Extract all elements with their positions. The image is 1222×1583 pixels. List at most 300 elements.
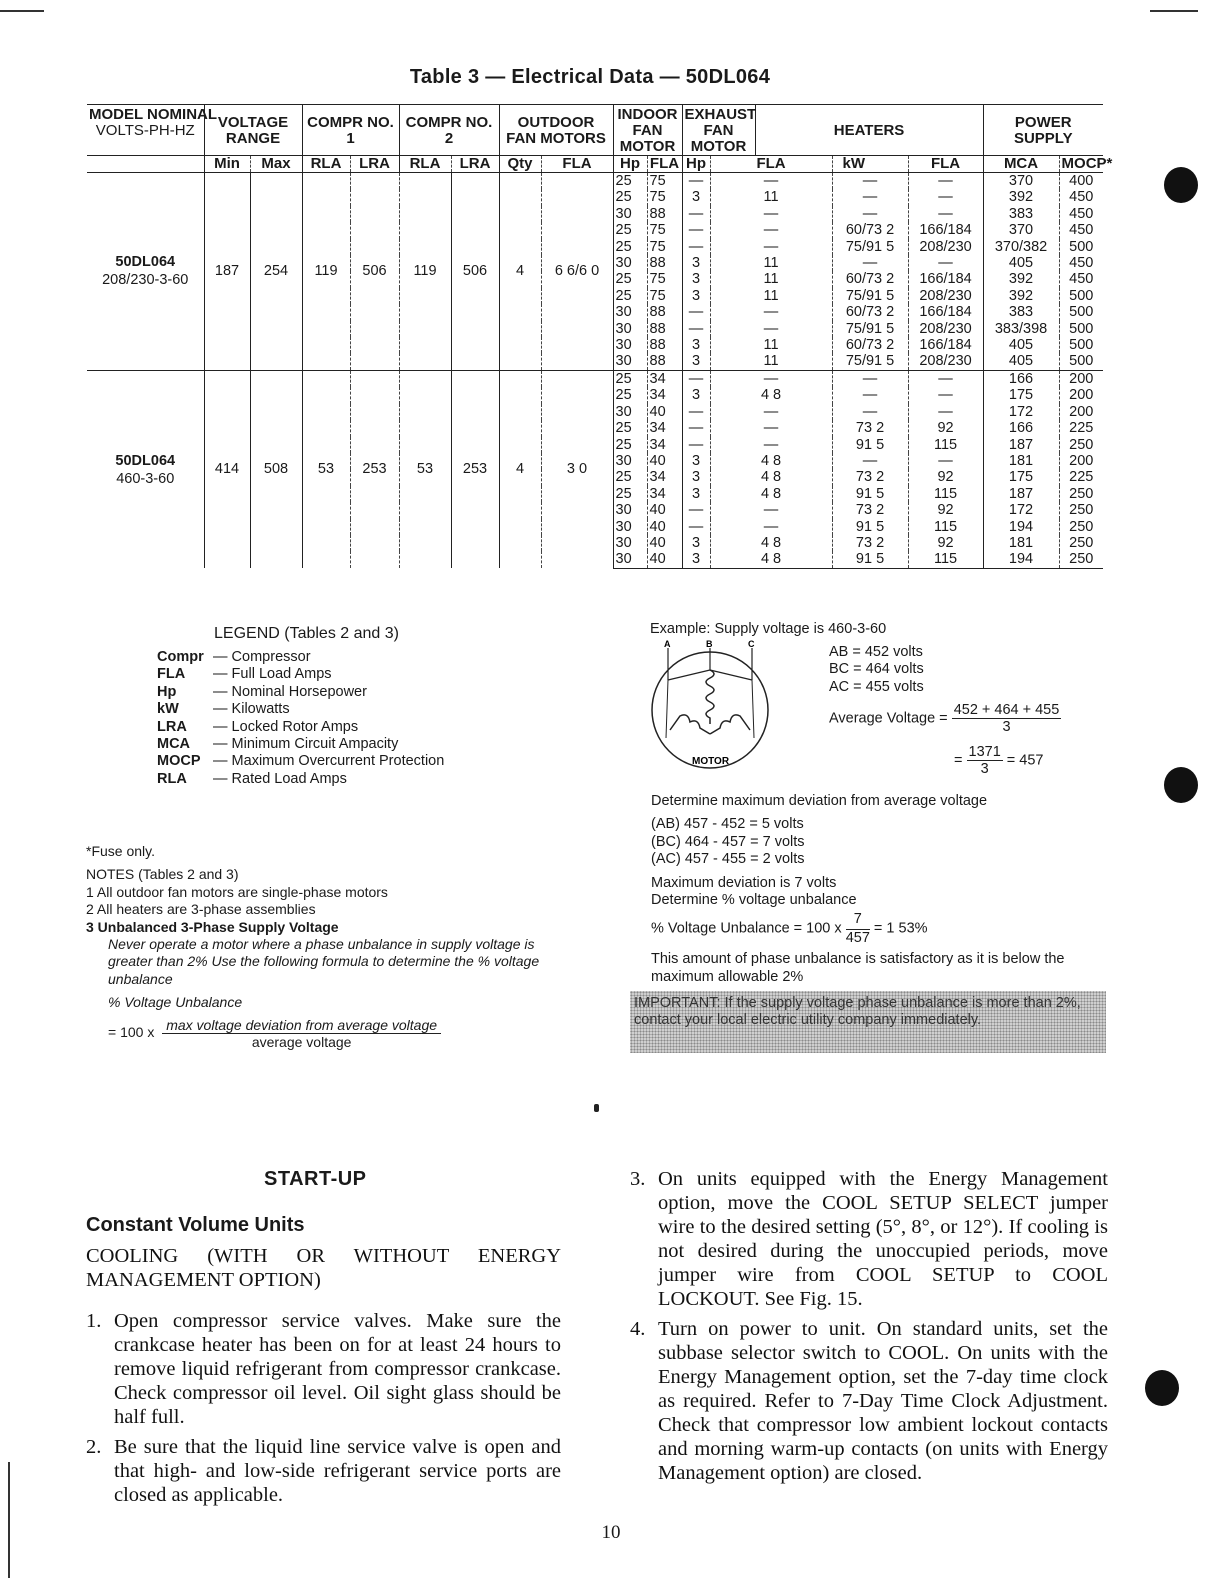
cell-indoor-hp: 25 <box>613 271 647 287</box>
header-voltage-range: VOLTAGE RANGE <box>204 105 302 156</box>
header-indoor: INDOOR FAN MOTOR <box>613 105 682 156</box>
cell-heater-kw: — <box>832 173 908 190</box>
cell-mocp: 225 <box>1059 420 1103 436</box>
legend-item: LRA — Locked Rotor Amps <box>157 718 359 735</box>
cell-heater-kw: 60/73 2 <box>832 222 908 238</box>
cell-heater-kw: — <box>832 453 908 469</box>
cell-mca: 181 <box>983 535 1059 551</box>
cell-indoor-hp: 25 <box>613 288 647 304</box>
cell-exhaust-hp: — <box>682 420 710 436</box>
cell-indoor-hp: 25 <box>613 239 647 255</box>
cell-exhaust-hp: — <box>682 173 710 190</box>
cell-mocp: 500 <box>1059 321 1103 337</box>
cell-c2lra: 506 <box>451 173 499 371</box>
cell-exhaust-fla: 11 <box>710 288 832 304</box>
step-item: 3. On units equipped with the Energy Management option, move the COOL SETUP SELECT jumper wire to the desired setting (5°, 8°, or 12°). If cooling is not desired during the unoccupied periods, move jumper wire from COOL SETUP to COOL LOCKOUT. See Fig. 15. <box>630 1168 1108 1310</box>
cell-exhaust-hp: 3 <box>682 353 710 370</box>
cell-indoor-fla: 88 <box>647 304 682 320</box>
unbalance-calc: % Voltage Unbalance = 100 x $\frac{7}{457}$ = 1 53% <box>651 911 928 946</box>
dev-ac: (AC) 457 - 455 = 2 volts <box>651 851 805 868</box>
cell-heater-kw: 60/73 2 <box>832 271 908 287</box>
cell-heater-fla: 92 <box>908 420 983 436</box>
cell-heater-kw: 91 5 <box>832 551 908 568</box>
cell-exhaust-hp: 3 <box>682 288 710 304</box>
cell-mocp: 225 <box>1059 469 1103 485</box>
table-row <box>87 370 1103 387</box>
avg-numerator: 452 + 464 + 455 <box>953 702 1060 718</box>
cell-heater-fla: 166/184 <box>908 337 983 353</box>
cell-heater-fla: 208/230 <box>908 353 983 370</box>
cell-model: 50DL064 460-3-60 <box>87 370 204 568</box>
cell-heater-kw: — <box>832 206 908 222</box>
cell-ofla: 3 0 <box>541 370 613 568</box>
example-title: Example: Supply voltage is 460-3-60 <box>650 621 887 637</box>
cell-exhaust-fla: — <box>710 519 832 535</box>
cell-mca: 370 <box>983 173 1059 190</box>
cell-exhaust-fla: 4 8 <box>710 469 832 485</box>
legend-item: Compr — Compressor <box>157 649 311 665</box>
avg2-denominator: 3 <box>980 761 989 777</box>
cell-indoor-fla: 40 <box>647 404 682 420</box>
cell-heater-fla: — <box>908 189 983 205</box>
cell-qty: 4 <box>499 173 541 371</box>
cell-exhaust-fla: 4 8 <box>710 453 832 469</box>
cell-max: 508 <box>250 370 302 568</box>
cell-indoor-fla: 75 <box>647 222 682 238</box>
voltage-ac: AC = 455 volts <box>829 678 924 695</box>
cell-heater-kw: 91 5 <box>832 437 908 453</box>
cell-indoor-hp: 25 <box>613 222 647 238</box>
determine-unbalance: Determine % voltage unbalance <box>651 892 857 909</box>
cell-indoor-fla: 88 <box>647 255 682 271</box>
header-compr1: COMPR NO. 1 <box>302 105 399 156</box>
cell-exhaust-hp: — <box>682 222 710 238</box>
cooling-heading: COOLING (WITH OR WITHOUT ENERGY MANAGEMENT OPTION) <box>86 1245 561 1291</box>
unb-denominator: 457 <box>845 929 870 946</box>
cell-indoor-hp: 25 <box>613 387 647 403</box>
cell-exhaust-fla: — <box>710 239 832 255</box>
cell-heater-kw: — <box>832 404 908 420</box>
cell-indoor-fla: 75 <box>647 288 682 304</box>
note-2: 2 All heaters are 3-phase assemblies <box>86 901 316 918</box>
cell-exhaust-hp: 3 <box>682 337 710 353</box>
constant-volume-heading: Constant Volume Units <box>86 1214 305 1236</box>
cell-exhaust-hp: — <box>682 437 710 453</box>
cell-heater-kw: 91 5 <box>832 486 908 502</box>
cell-exhaust-hp: — <box>682 239 710 255</box>
sub-header: RLA <box>399 156 451 173</box>
cell-exhaust-fla: — <box>710 222 832 238</box>
cell-mca: 392 <box>983 271 1059 287</box>
cell-c2rla: 119 <box>399 173 451 371</box>
cell-indoor-fla: 88 <box>647 206 682 222</box>
cell-mocp: 500 <box>1059 337 1103 353</box>
step-item: 2. Be sure that the liquid line service valve is open and that high- and low-side refrigerant service ports are closed as applicable. <box>86 1436 561 1506</box>
cell-heater-fla: 166/184 <box>908 304 983 320</box>
cell-heater-kw: — <box>832 387 908 403</box>
cell-exhaust-hp: 3 <box>682 551 710 568</box>
cell-exhaust-hp: 3 <box>682 453 710 469</box>
cell-indoor-hp: 30 <box>613 519 647 535</box>
cell-mca: 370/382 <box>983 239 1059 255</box>
cell-exhaust-hp: 3 <box>682 486 710 502</box>
cell-mca: 166 <box>983 370 1059 387</box>
cell-mocp: 450 <box>1059 255 1103 271</box>
cell-exhaust-fla: 4 8 <box>710 387 832 403</box>
formula-prefix: = 100 x <box>108 1024 155 1041</box>
cell-exhaust-hp: 3 <box>682 535 710 551</box>
cell-heater-fla: — <box>908 173 983 190</box>
average-voltage <box>829 702 1061 735</box>
cell-min: 414 <box>204 370 250 568</box>
cell-exhaust-fla: — <box>710 502 832 518</box>
cell-mocp: 200 <box>1059 370 1103 387</box>
cell-exhaust-fla: 11 <box>710 271 832 287</box>
step-item: 1. Open compressor service valves. Make sure the crankcase heater has been on for at least 24 hours to remove liquid refrigerant from compressor crankcase. Check compressor oil level. Oil sight glass should be half full. <box>86 1310 561 1428</box>
cell-c2rla: 53 <box>399 370 451 568</box>
cell-model: 50DL064 208/230-3-60 <box>87 173 204 371</box>
cell-indoor-hp: 30 <box>613 337 647 353</box>
dev-ab: (AB) 457 - 452 = 5 volts <box>651 816 804 833</box>
cell-indoor-fla: 88 <box>647 337 682 353</box>
cell-max: 254 <box>250 173 302 371</box>
cell-mocp: 250 <box>1059 519 1103 535</box>
cell-mca: 194 <box>983 551 1059 568</box>
cell-c2lra: 253 <box>451 370 499 568</box>
sub-header: Max <box>250 156 302 173</box>
cell-heater-kw: 60/73 2 <box>832 337 908 353</box>
cell-mca: 405 <box>983 255 1059 271</box>
cell-mocp: 500 <box>1059 304 1103 320</box>
terminal-label-c: C <box>748 640 755 649</box>
header-exhaust: EXHAUST FAN MOTOR <box>682 105 755 156</box>
formula-label: % Voltage Unbalance <box>108 994 243 1011</box>
cell-heater-fla: 115 <box>908 437 983 453</box>
notes-heading: NOTES (Tables 2 and 3) <box>86 866 239 883</box>
dev-bc: (BC) 464 - 457 = 7 volts <box>651 833 805 850</box>
cell-exhaust-hp: 3 <box>682 255 710 271</box>
cell-indoor-fla: 34 <box>647 420 682 436</box>
cell-heater-fla: 115 <box>908 551 983 568</box>
step-item: 4. Turn on power to unit. On standard units, set the subbase selector switch to COOL. On units with the Energy Management option, set the 7-day time clock as required. Refer to 7-Day Time Clock Adjustment. Check that compressor low ambient lockout contacts and morning warm-up contacts (on units with Energy Management option) are closed. <box>630 1318 1108 1484</box>
cell-indoor-hp: 30 <box>613 206 647 222</box>
cell-mca: 383 <box>983 304 1059 320</box>
sub-header: Hp <box>613 156 647 173</box>
motor-diagram <box>648 640 778 770</box>
cell-heater-fla: 166/184 <box>908 222 983 238</box>
cell-indoor-fla: 75 <box>647 189 682 205</box>
scan-mark <box>594 1104 599 1112</box>
cell-exhaust-fla: — <box>710 370 832 387</box>
sub-header: MOCP* <box>1059 156 1103 173</box>
cell-mca: 392 <box>983 288 1059 304</box>
cell-mca: 392 <box>983 189 1059 205</box>
cell-heater-kw: 75/91 5 <box>832 239 908 255</box>
cell-exhaust-hp: 3 <box>682 189 710 205</box>
legend-item: Hp — Nominal Horsepower <box>157 683 367 700</box>
cell-mca: 194 <box>983 519 1059 535</box>
cell-indoor-fla: 34 <box>647 469 682 485</box>
cell-heater-fla: 166/184 <box>908 271 983 287</box>
cell-exhaust-hp: — <box>682 502 710 518</box>
conclusion: This amount of phase unbalance is satisfactory as it is below the maximum allowable 2% <box>651 951 1065 985</box>
cell-mca: 187 <box>983 486 1059 502</box>
steps-right <box>630 1167 1108 1491</box>
dev-heading: Determine maximum deviation from average voltage <box>651 793 988 809</box>
cell-c1lra: 506 <box>350 173 399 371</box>
sub-header: Min <box>204 156 250 173</box>
header-compr2: COMPR NO. 2 <box>399 105 499 156</box>
cell-mocp: 400 <box>1059 173 1103 190</box>
cell-heater-fla: — <box>908 206 983 222</box>
cell-mca: 172 <box>983 502 1059 518</box>
cell-exhaust-hp: — <box>682 519 710 535</box>
cell-exhaust-fla: 4 8 <box>710 551 832 568</box>
sub-header: Hp <box>682 156 710 173</box>
cell-mocp: 450 <box>1059 189 1103 205</box>
legend <box>157 649 444 788</box>
cell-exhaust-hp: — <box>682 370 710 387</box>
cell-mca: 405 <box>983 337 1059 353</box>
cell-indoor-hp: 25 <box>613 173 647 190</box>
cell-indoor-hp: 30 <box>613 321 647 337</box>
cell-heater-fla: — <box>908 453 983 469</box>
cell-heater-kw: 91 5 <box>832 519 908 535</box>
cell-c1lra: 253 <box>350 370 399 568</box>
cell-mocp: 200 <box>1059 453 1103 469</box>
unb-result: = 1 53% <box>873 921 928 938</box>
cell-mca: 405 <box>983 353 1059 370</box>
cell-exhaust-fla: 4 8 <box>710 486 832 502</box>
cell-indoor-hp: 25 <box>613 189 647 205</box>
cell-heater-kw: 73 2 <box>832 535 908 551</box>
cell-heater-kw: 73 2 <box>832 502 908 518</box>
cell-heater-fla: 208/230 <box>908 321 983 337</box>
formula-denominator: average voltage <box>251 1034 352 1050</box>
cell-exhaust-fla: 11 <box>710 353 832 370</box>
cell-indoor-fla: 40 <box>647 502 682 518</box>
cell-exhaust-fla: — <box>710 321 832 337</box>
page-rule-right <box>1150 10 1198 12</box>
cell-mca: 187 <box>983 437 1059 453</box>
unbalance-formula <box>108 1017 441 1050</box>
cell-mca: 383 <box>983 206 1059 222</box>
cell-heater-fla: 208/230 <box>908 239 983 255</box>
cell-indoor-fla: 88 <box>647 353 682 370</box>
cell-indoor-fla: 40 <box>647 551 682 568</box>
binder-hole <box>1145 1370 1179 1406</box>
cell-heater-fla: 115 <box>908 519 983 535</box>
important-notice: IMPORTANT: If the supply voltage phase unbalance is more than 2%, contact your local electric utility company immediately. <box>630 991 1106 1053</box>
terminal-label-b: B <box>706 640 713 649</box>
cell-mocp: 250 <box>1059 486 1103 502</box>
cell-heater-fla: 92 <box>908 535 983 551</box>
legend-item: MOCP — Maximum Overcurrent Protection <box>157 753 445 770</box>
table-row <box>87 173 1103 190</box>
sub-header: FLA <box>541 156 613 173</box>
cell-indoor-fla: 88 <box>647 321 682 337</box>
avg-denominator: 3 <box>1002 719 1011 735</box>
cell-heater-kw: — <box>832 255 908 271</box>
legend-item: MCA — Minimum Circuit Ampacity <box>157 736 399 753</box>
cell-exhaust-hp: — <box>682 206 710 222</box>
legend-title: LEGEND (Tables 2 and 3) <box>214 625 399 642</box>
cell-heater-kw: 60/73 2 <box>832 304 908 320</box>
cell-mocp: 500 <box>1059 288 1103 304</box>
cell-heater-fla: 208/230 <box>908 288 983 304</box>
formula-numerator: max voltage deviation from average voltage <box>162 1017 441 1034</box>
header-power: POWER SUPPLY <box>983 105 1103 156</box>
cell-c1rla: 53 <box>302 370 350 568</box>
cell-heater-kw: 75/91 5 <box>832 321 908 337</box>
legend-item: FLA — Full Load Amps <box>157 666 332 683</box>
cell-mca: 383/398 <box>983 321 1059 337</box>
cell-indoor-fla: 40 <box>647 535 682 551</box>
sub-header: FLA <box>908 156 983 173</box>
cell-heater-kw: 73 2 <box>832 420 908 436</box>
cell-indoor-hp: 25 <box>613 469 647 485</box>
cell-indoor-hp: 30 <box>613 453 647 469</box>
cell-exhaust-fla: — <box>710 304 832 320</box>
motor-label: MOTOR <box>692 756 730 767</box>
header-volts: VOLTS-PH-HZ <box>95 122 195 139</box>
note-1: 1 All outdoor fan motors are single-phase motors <box>86 883 388 900</box>
cell-indoor-hp: 30 <box>613 353 647 370</box>
sub-header: RLA <box>302 156 350 173</box>
cell-ofla: 6 6/6 0 <box>541 173 613 371</box>
cell-exhaust-fla: — <box>710 206 832 222</box>
cell-mocp: 250 <box>1059 535 1103 551</box>
deviation-block <box>651 793 1107 986</box>
cell-indoor-fla: 40 <box>647 453 682 469</box>
cell-indoor-fla: 34 <box>647 387 682 403</box>
cell-mocp: 500 <box>1059 353 1103 370</box>
cell-heater-fla: — <box>908 255 983 271</box>
cell-mca: 181 <box>983 453 1059 469</box>
max-deviation: Maximum deviation is 7 volts <box>651 874 837 891</box>
header-model: MODEL NOMINAL <box>89 106 218 123</box>
cell-mca: 175 <box>983 387 1059 403</box>
cell-exhaust-fla: 11 <box>710 189 832 205</box>
unb-numerator: 7 <box>846 911 870 929</box>
cell-indoor-fla: 75 <box>647 173 682 190</box>
cell-mca: 175 <box>983 469 1059 485</box>
cell-indoor-fla: 34 <box>647 437 682 453</box>
header-heaters: HEATERS <box>755 105 983 156</box>
note-3-text: Never operate a motor where a phase unbalance in supply voltage is greater than 2% Use the following formula to determine the % voltage unbalance <box>108 936 540 987</box>
cell-mocp: 200 <box>1059 387 1103 403</box>
cell-heater-fla: — <box>908 370 983 387</box>
steps-left <box>86 1309 561 1513</box>
cell-indoor-hp: 25 <box>613 486 647 502</box>
cell-indoor-hp: 30 <box>613 551 647 568</box>
cell-heater-kw: — <box>832 370 908 387</box>
cell-mca: 172 <box>983 404 1059 420</box>
sub-header: MCA <box>983 156 1059 173</box>
cell-heater-kw: 73 2 <box>832 469 908 485</box>
notes <box>86 843 566 1012</box>
cell-heater-kw: 75/91 5 <box>832 288 908 304</box>
page-rule-left <box>0 10 44 12</box>
cell-heater-fla: 92 <box>908 469 983 485</box>
avg2-numerator: 1371 <box>968 744 1001 760</box>
note-3: 3 Unbalanced 3-Phase Supply Voltage <box>86 918 339 935</box>
avg2-result: = 457 <box>1006 752 1044 769</box>
cell-heater-kw: — <box>832 189 908 205</box>
cell-indoor-fla: 34 <box>647 486 682 502</box>
cell-indoor-hp: 30 <box>613 404 647 420</box>
cell-mocp: 250 <box>1059 502 1103 518</box>
cell-exhaust-hp: 3 <box>682 271 710 287</box>
cell-mocp: 450 <box>1059 271 1103 287</box>
legend-item: kW — Kilowatts <box>157 701 290 718</box>
avg-label: Average Voltage = <box>829 710 948 727</box>
cell-exhaust-fla: 11 <box>710 255 832 271</box>
cell-mocp: 450 <box>1059 206 1103 222</box>
cell-exhaust-fla: 4 8 <box>710 535 832 551</box>
cell-exhaust-hp: 3 <box>682 387 710 403</box>
cell-exhaust-hp: — <box>682 304 710 320</box>
cell-indoor-fla: 75 <box>647 271 682 287</box>
cell-heater-fla: — <box>908 387 983 403</box>
cell-qty: 4 <box>499 370 541 568</box>
cell-indoor-hp: 25 <box>613 437 647 453</box>
cell-indoor-hp: 25 <box>613 420 647 436</box>
cell-mocp: 500 <box>1059 239 1103 255</box>
cell-indoor-fla: 75 <box>647 239 682 255</box>
cell-exhaust-fla: — <box>710 420 832 436</box>
cell-mocp: 450 <box>1059 222 1103 238</box>
cell-heater-fla: — <box>908 404 983 420</box>
sub-header: LRA <box>451 156 499 173</box>
sub-header: FLA <box>647 156 682 173</box>
sub-header: kW <box>832 156 908 173</box>
legend-item: RLA — Rated Load Amps <box>157 770 347 787</box>
cell-indoor-hp: 30 <box>613 502 647 518</box>
cell-indoor-hp: 30 <box>613 304 647 320</box>
fuse-note: *Fuse only. <box>86 843 155 859</box>
cell-indoor-hp: 30 <box>613 255 647 271</box>
cell-exhaust-fla: 11 <box>710 337 832 353</box>
cell-mocp: 200 <box>1059 404 1103 420</box>
startup-heading: START-UP <box>264 1168 367 1190</box>
cell-exhaust-hp: 3 <box>682 469 710 485</box>
cell-mca: 166 <box>983 420 1059 436</box>
binder-hole <box>1164 767 1198 803</box>
cell-mocp: 250 <box>1059 437 1103 453</box>
sub-header: LRA <box>350 156 399 173</box>
cell-indoor-fla: 40 <box>647 519 682 535</box>
cell-exhaust-fla: — <box>710 437 832 453</box>
voltage-ab: AB = 452 volts <box>829 644 923 660</box>
cell-exhaust-hp: — <box>682 321 710 337</box>
cell-indoor-fla: 34 <box>647 370 682 387</box>
cell-min: 187 <box>204 173 250 371</box>
sub-header: Qty <box>499 156 541 173</box>
table-title: Table 3 — Electrical Data — 50DL064 <box>409 66 771 88</box>
cell-indoor-hp: 30 <box>613 535 647 551</box>
cell-heater-kw: 75/91 5 <box>832 353 908 370</box>
example-voltages <box>829 644 924 696</box>
cell-c1rla: 119 <box>302 173 350 371</box>
average-voltage-result: = $\frac{1371}{3}$ = 457 <box>954 744 1044 777</box>
cell-heater-fla: 92 <box>908 502 983 518</box>
cell-exhaust-fla: — <box>710 404 832 420</box>
cell-mca: 370 <box>983 222 1059 238</box>
page-number: 10 <box>601 1522 621 1543</box>
sub-header: FLA <box>710 156 832 173</box>
cell-heater-fla: 115 <box>908 486 983 502</box>
